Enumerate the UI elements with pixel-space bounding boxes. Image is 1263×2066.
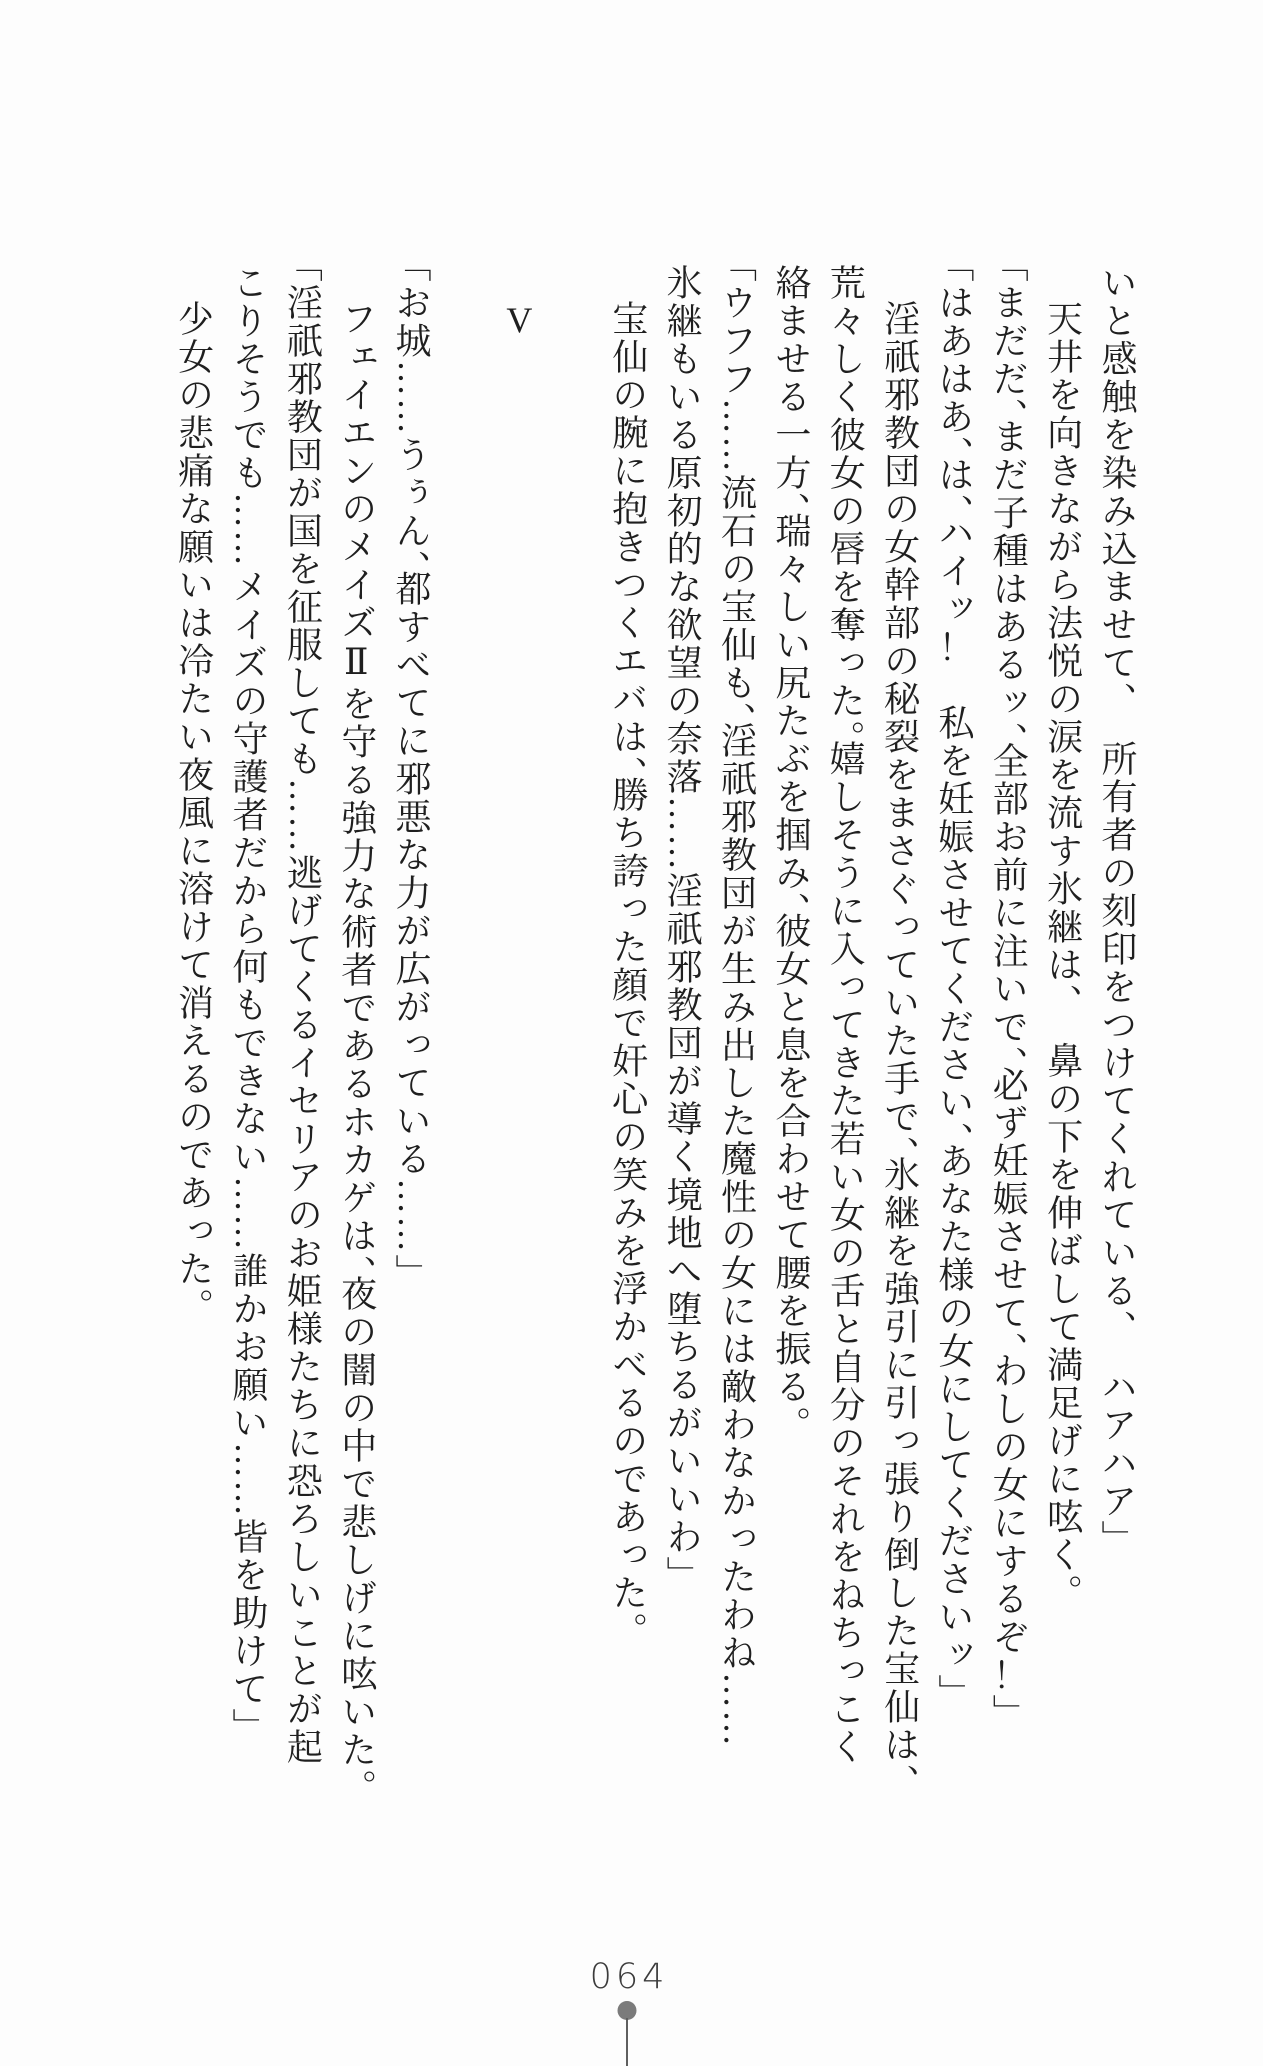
- text-line-14: 「淫祇邪教団が国を征服しても……逃げてくるイセリアのお姫様たちに恐ろしいことが起: [282, 264, 323, 1766]
- text-line-7: 絡ませる一方、瑞々しい尻たぶを掴み、彼女と息を合わせて腰を振る。: [770, 264, 811, 1426]
- text-line-13: フェイエンのメイズⅡを守る強力な術者であるホカゲは、夜の闇の中で悲しげに呟いた。: [336, 300, 377, 1789]
- text-line-9: 氷継もいる原初的な欲望の奈落……淫祇邪教団が導く境地へ堕ちるがいいわ」: [662, 264, 703, 1576]
- page-text: [166, 264, 1144, 1789]
- text-line-2: 天井を向きながら法悦の涙を流す氷継は、 鼻の下を伸ばして満足げに呟く。: [1042, 300, 1083, 1594]
- page-number: 064: [589, 1957, 669, 1997]
- text-line-16: 少女の悲痛な願いは冷たい夜風に溶けて消えるのであった。: [173, 300, 214, 1308]
- text-line-10: 宝仙の腕に抱きつくエバは、勝ち誇った顔で奸心の笑みを浮かべるのであった。: [607, 300, 648, 1632]
- section-header: V: [499, 300, 540, 342]
- footer-ornament-line: [626, 2018, 628, 2066]
- text-line-3: 「まだだ、まだ子種はあるッ、全部お前に注いで、必ず妊娠させて、わしの女にするぞ！」: [988, 264, 1029, 1714]
- text-line-8: 「ウフフ……流石の宝仙も、淫祇邪教団が生み出した魔性の女には敵わなかったわね……: [716, 264, 757, 1748]
- text-line-12: 「お城……うぅん、都すべてに邪悪な力が広がっている……」: [391, 264, 432, 1274]
- text-line-4: 「はあはあ、は、ハイッ！ 私を妊娠させてください、あなた様の女にしてくださいッ」: [933, 264, 974, 1694]
- text-line-15: こりそうでも……メイズの守護者だから何もできない……誰かお願い……皆を助けて」: [227, 264, 268, 1728]
- text-line-5: 淫祇邪教団の女幹部の秘裂をまさぐっていた手で、氷継を強引に引っ張り倒した宝仙は、: [879, 300, 920, 1784]
- text-line-1: いと感触を染み込ませて、 所有者の刻印をつけてくれている、 ハアハア」: [1097, 264, 1137, 1540]
- text-line-6: 荒々しく彼女の唇を奪った。嬉しそうに入ってきた若い女の舌と自分のそれをねちっこく: [825, 264, 866, 1766]
